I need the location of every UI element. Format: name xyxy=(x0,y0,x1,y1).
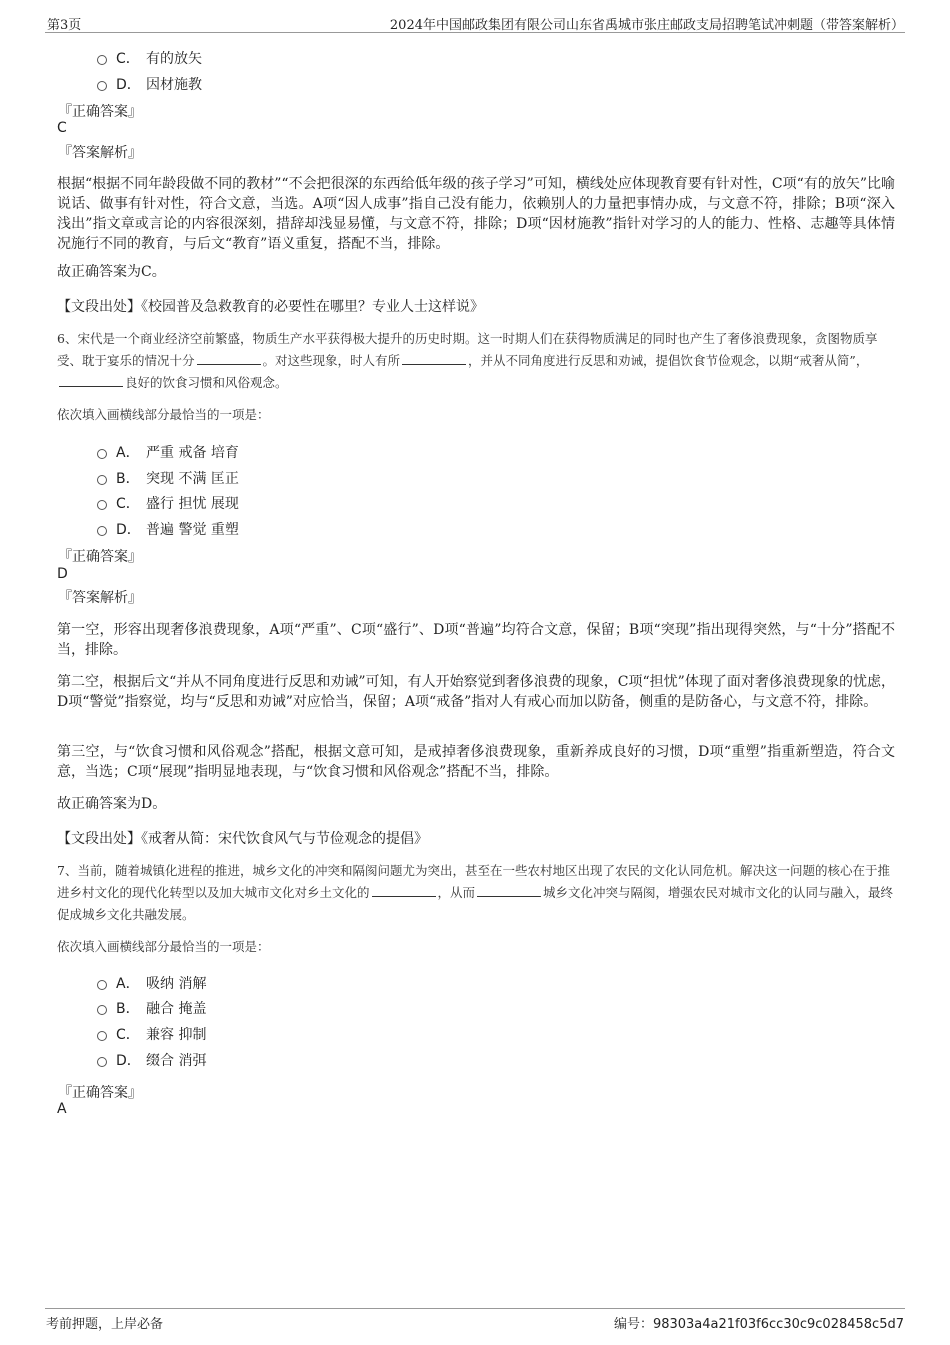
q6-analysis-blank2: 第二空，根据后文“并从不同角度进行反思和劝诫”可知，有人开始察觉到奢侈浪费的现象，C项“担忧”体现了面对奢侈浪费现象的忧虑，D项“警觉”指察觉，均与“反思和劝诫”对应恰当，保留；A项“戒备”指对人有戒心而加以防备，侧重的是防备心，与文意不符，排除。 xyxy=(57,674,895,710)
q7-stem: 7、当前，随着城镇化进程的推进，城乡文化的冲突和隔阂问题尤为突出，甚至在一些农村地区出现了农民的文化认同危机。解决这一问题的核心在于推进乡村文化的现代化转型以及加大城市文化对乡土文化的 ，从而 城乡文化冲突与隔阂，增强农民对城市文化的认同与融入，最终促成城乡文化共融发展。 xyxy=(57,863,894,922)
q7-option-c[interactable]: C． 兼容 抑制 xyxy=(97,1024,206,1044)
q5-option-d[interactable]: D． 因材施教 xyxy=(97,74,202,94)
radio-icon[interactable] xyxy=(97,980,107,990)
q7-answer-label: 『正确答案』 xyxy=(58,1085,142,1101)
q6-answer: D xyxy=(57,566,68,582)
q5-analysis-paragraph: 根据“根据不同年龄段做不同的教材”“不会把很深的东西给低年级的孩子学习”可知，横线处应体现教育要有针对性，C项“有的放矢”比喻说话、做事有针对性，符合文意，当选。A项“因人成事”指自己没有能力，依赖别人的力量把事情办成，与文意不符，排除；B项“深入浅出”指文章或言论的内容很深刻，措辞却浅显易懂，与文意不符，排除；D项“因材施教”指针对学习的人的能力、性格、志趣等具体情况施行不同的教育，与后文“教育”语义重复，搭配不当，排除。 xyxy=(57,176,895,252)
blank-line xyxy=(477,883,541,897)
document-title: 2024年中国邮政集团有限公司山东省禹城市张庄邮政支局招聘笔试冲刺题（带答案解析） xyxy=(389,18,904,33)
q6-analysis-label: 『答案解析』 xyxy=(58,590,142,606)
q7-option-b[interactable]: B． 融合 掩盖 xyxy=(97,998,206,1018)
blank-line xyxy=(59,373,123,387)
q6-option-c[interactable]: C． 盛行 担忧 展现 xyxy=(97,493,239,513)
radio-icon[interactable] xyxy=(97,1005,107,1015)
radio-icon[interactable] xyxy=(97,526,107,536)
q7-answer: A xyxy=(57,1101,67,1117)
q6-stem: 6、宋代是一个商业经济空前繁盛，物质生产水平获得极大提升的历史时期。这一时期人们在获得物质满足的同时也产生了奢侈浪费现象，贪图物质享受、耽于宴乐的情况十分 。对这些现象，时人有所 ，并从不同角度进行反思和劝诫，提倡饮食节俭观念，以期“戒奢从简”，良好的饮食习惯和风俗观念。 xyxy=(57,331,878,390)
q7-option-d[interactable]: D． 缀合 消弭 xyxy=(97,1050,206,1070)
radio-icon[interactable] xyxy=(97,500,107,510)
footer-code: 编号：98303a4a21f03f6cc30c9c028458c5d7 xyxy=(613,1317,904,1332)
q5-source: 【文段出处】《校园普及急救教育的必要性在哪里？专业人士这样说》 xyxy=(57,299,484,315)
q6-source: 【文段出处】《戒奢从简：宋代饮食风气与节俭观念的提倡》 xyxy=(57,831,428,847)
q6-analysis-conclusion: 故正确答案为D。 xyxy=(57,796,167,812)
page-number: 第3页 xyxy=(47,18,82,33)
q7-option-a[interactable]: A． 吸纳 消解 xyxy=(97,973,206,993)
q6-option-d[interactable]: D． 普遍 警觉 重塑 xyxy=(97,519,239,539)
q5-answer: C xyxy=(57,120,67,136)
q5-analysis-label: 『答案解析』 xyxy=(58,145,142,161)
q6-analysis-blank1: 第一空，形容出现奢侈浪费现象，A项“严重”、C项“盛行”、D项“普遍”均符合文意，保留；B项“突现”指出现得突然，与“十分”搭配不当，排除。 xyxy=(57,622,895,658)
blank-line xyxy=(197,351,261,365)
radio-icon[interactable] xyxy=(97,81,107,91)
radio-icon[interactable] xyxy=(97,55,107,65)
q6-prompt: 依次填入画横线部分最恰当的一项是： xyxy=(57,407,270,422)
radio-icon[interactable] xyxy=(97,1031,107,1041)
footer-divider xyxy=(45,1308,905,1309)
blank-line xyxy=(402,351,466,365)
footer-slogan: 考前押题，上岸必备 xyxy=(46,1317,164,1332)
radio-icon[interactable] xyxy=(97,1057,107,1067)
q7-prompt: 依次填入画横线部分最恰当的一项是： xyxy=(57,939,270,954)
q6-option-a[interactable]: A． 严重 戒备 培育 xyxy=(97,442,239,462)
q6-answer-label: 『正确答案』 xyxy=(58,549,142,565)
q5-answer-label: 『正确答案』 xyxy=(58,104,142,120)
q6-option-b[interactable]: B． 突现 不满 匡正 xyxy=(97,468,239,488)
radio-icon[interactable] xyxy=(97,449,107,459)
q6-analysis-blank3: 第三空，与“饮食习惯和风俗观念”搭配，根据文意可知，是戒掉奢侈浪费现象，重新养成良好的习惯，D项“重塑”指重新塑造，符合文意，当选；C项“展现”指明显地表现，与“饮食习惯和风俗观念”搭配不当，排除。 xyxy=(57,744,895,780)
q5-option-c[interactable]: C． 有的放矢 xyxy=(97,48,202,68)
header-divider xyxy=(45,32,905,33)
q5-analysis-conclusion: 故正确答案为C。 xyxy=(57,264,166,280)
blank-line xyxy=(372,883,436,897)
radio-icon[interactable] xyxy=(97,475,107,485)
